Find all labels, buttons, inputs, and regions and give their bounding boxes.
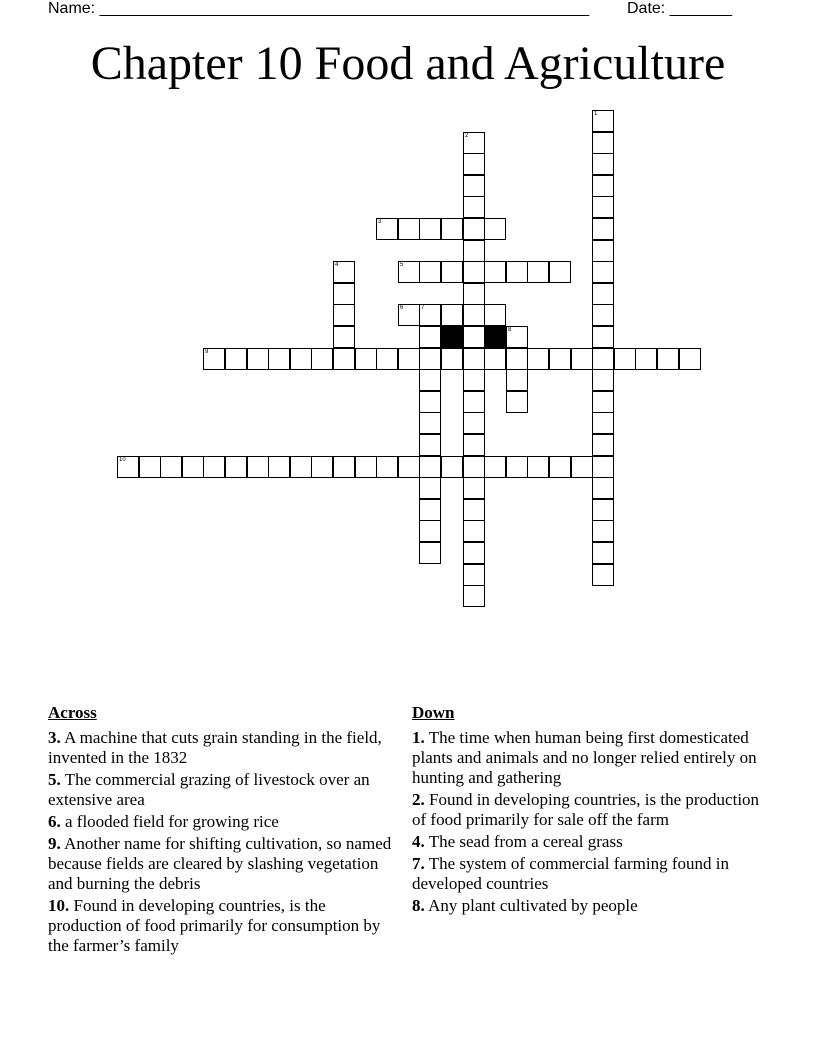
clue-number: 2. [412, 790, 425, 809]
grid-cell[interactable] [506, 369, 528, 391]
grid-cell[interactable] [419, 520, 441, 542]
grid-cell[interactable] [592, 283, 614, 305]
grid-cell[interactable] [419, 348, 441, 370]
grid-cell[interactable] [441, 218, 463, 240]
grid-cell[interactable] [484, 456, 506, 478]
grid-cell[interactable] [419, 499, 441, 521]
down-clue-8 [412, 896, 772, 916]
grid-cell[interactable] [635, 348, 657, 370]
grid-cell[interactable] [463, 499, 485, 521]
grid-cell[interactable] [463, 304, 485, 326]
grid-cell[interactable] [419, 261, 441, 283]
clue-number: 4. [412, 832, 425, 851]
grid-cell[interactable] [592, 240, 614, 262]
grid-cell[interactable] [592, 153, 614, 175]
grid-cell[interactable] [268, 456, 290, 478]
grid-cell-1[interactable] [592, 110, 614, 132]
grid-cell[interactable] [419, 218, 441, 240]
grid-block [484, 326, 506, 348]
grid-cell-7[interactable] [419, 304, 441, 326]
grid-cell[interactable] [463, 240, 485, 262]
down-heading: Down [412, 703, 455, 722]
grid-cell[interactable] [441, 456, 463, 478]
down-clue-1 [412, 728, 772, 788]
grid-cell[interactable] [549, 261, 571, 283]
grid-cell[interactable] [549, 456, 571, 478]
grid-cell-8[interactable] [506, 326, 528, 348]
grid-cell[interactable] [506, 348, 528, 370]
grid-cell[interactable] [376, 348, 398, 370]
cell-number: 10 [119, 457, 126, 463]
across-heading: Across [48, 703, 97, 722]
grid-cell[interactable] [225, 348, 247, 370]
grid-cell[interactable] [527, 261, 549, 283]
across-clue-10 [48, 896, 393, 956]
grid-cell[interactable] [419, 542, 441, 564]
page-title: Chapter 10 Food and Agriculture [90, 37, 726, 90]
grid-cell[interactable] [592, 542, 614, 564]
grid-cell[interactable] [311, 456, 333, 478]
across-clue-9 [48, 834, 393, 894]
grid-cell[interactable] [398, 218, 420, 240]
grid-cell[interactable] [247, 456, 269, 478]
grid-cell[interactable] [441, 304, 463, 326]
grid-cell[interactable] [592, 456, 614, 478]
clue-number: 9. [48, 834, 61, 853]
grid-cell[interactable] [333, 348, 355, 370]
down-clue-4 [412, 832, 772, 852]
grid-cell[interactable] [160, 456, 182, 478]
grid-cell[interactable] [592, 218, 614, 240]
grid-cell[interactable] [592, 391, 614, 413]
grid-cell[interactable] [506, 456, 528, 478]
grid-cell[interactable] [592, 520, 614, 542]
grid-cell[interactable] [419, 326, 441, 348]
grid-cell[interactable] [333, 304, 355, 326]
grid-cell[interactable] [463, 218, 485, 240]
clue-number: 8. [412, 896, 425, 915]
grid-cell[interactable] [463, 456, 485, 478]
grid-cell[interactable] [592, 132, 614, 154]
grid-cell[interactable] [463, 564, 485, 586]
grid-cell[interactable] [463, 434, 485, 456]
clue-number: 10. [48, 896, 70, 915]
grid-cell[interactable] [592, 261, 614, 283]
grid-cell[interactable] [355, 456, 377, 478]
cell-number: 3 [378, 219, 382, 225]
grid-cell[interactable] [592, 196, 614, 218]
clue-text: A machine that cuts grain standing in the field, invented in the 1832 [48, 728, 382, 767]
grid-cell[interactable] [463, 261, 485, 283]
cell-number: 8 [508, 327, 512, 333]
grid-cell[interactable] [571, 456, 593, 478]
grid-cell[interactable] [463, 196, 485, 218]
grid-cell[interactable] [333, 283, 355, 305]
grid-cell[interactable] [463, 542, 485, 564]
grid-cell[interactable] [484, 348, 506, 370]
grid-cell[interactable] [398, 348, 420, 370]
grid-cell[interactable] [592, 348, 614, 370]
clue-number: 6. [48, 812, 61, 831]
grid-cell[interactable] [333, 456, 355, 478]
grid-cell[interactable] [484, 304, 506, 326]
grid-cell[interactable] [333, 326, 355, 348]
grid-cell[interactable] [247, 348, 269, 370]
grid-cell[interactable] [592, 175, 614, 197]
grid-cell-4[interactable] [333, 261, 355, 283]
grid-cell-10[interactable] [117, 456, 139, 478]
clue-text: Found in developing countries, is the production of food primarily for sale off the farm [412, 790, 760, 829]
grid-cell[interactable] [592, 304, 614, 326]
grid-cell[interactable] [592, 434, 614, 456]
grid-cell[interactable] [527, 456, 549, 478]
grid-cell[interactable] [419, 434, 441, 456]
grid-cell[interactable] [592, 477, 614, 499]
grid-cell[interactable] [592, 369, 614, 391]
clue-text: The time when human being first domesticated plants and animals and no longer relied entirely on hunting and gathering [412, 728, 757, 787]
grid-cell[interactable] [441, 261, 463, 283]
grid-cell[interactable] [463, 391, 485, 413]
grid-cell[interactable] [592, 564, 614, 586]
clue-number: 3. [48, 728, 61, 747]
grid-cell-3[interactable] [376, 218, 398, 240]
grid-cell[interactable] [463, 412, 485, 434]
grid-cell[interactable] [290, 348, 312, 370]
grid-cell[interactable] [398, 456, 420, 478]
clue-text: a flooded field for growing rice [65, 812, 279, 831]
down-clue-2 [412, 790, 772, 830]
cell-number: 9 [205, 349, 209, 355]
grid-cell[interactable] [203, 456, 225, 478]
cell-number: 7 [421, 305, 425, 311]
grid-cell[interactable] [549, 348, 571, 370]
cell-number: 4 [335, 262, 339, 268]
grid-cell[interactable] [419, 391, 441, 413]
grid-cell[interactable] [463, 175, 485, 197]
name-field-label: Name: _______________________________________________________ [48, 0, 589, 17]
down-clue-7 [412, 854, 772, 894]
grid-cell[interactable] [355, 348, 377, 370]
grid-cell[interactable] [484, 261, 506, 283]
across-clue-5 [48, 770, 393, 810]
clue-number: 1. [412, 728, 425, 747]
grid-cell[interactable] [592, 499, 614, 521]
grid-cell[interactable] [441, 348, 463, 370]
cell-number: 6 [400, 305, 404, 311]
grid-block [441, 326, 463, 348]
grid-cell[interactable] [657, 348, 679, 370]
across-clue-6 [48, 812, 393, 832]
cell-number: 1 [594, 111, 598, 117]
grid-cell[interactable] [376, 456, 398, 478]
grid-cell[interactable] [419, 456, 441, 478]
grid-cell[interactable] [139, 456, 161, 478]
across-clues [48, 703, 393, 958]
grid-cell[interactable] [268, 348, 290, 370]
grid-cell[interactable] [419, 369, 441, 391]
clue-text: Any plant cultivated by people [428, 896, 638, 915]
clue-text: Found in developing countries, is the production of food primarily for consumption by the farmer’s family [48, 896, 381, 955]
grid-cell[interactable] [419, 412, 441, 434]
grid-cell[interactable] [182, 456, 204, 478]
grid-cell-6[interactable] [398, 304, 420, 326]
clue-text: The system of commercial farming found in developed countries [412, 854, 729, 893]
grid-cell[interactable] [225, 456, 247, 478]
grid-cell[interactable] [290, 456, 312, 478]
grid-cell[interactable] [592, 326, 614, 348]
grid-cell[interactable] [506, 261, 528, 283]
grid-cell[interactable] [463, 283, 485, 305]
cell-number: 5 [400, 262, 404, 268]
cell-number: 2 [465, 133, 469, 139]
grid-cell[interactable] [419, 477, 441, 499]
grid-cell[interactable] [463, 348, 485, 370]
across-clue-3 [48, 728, 393, 768]
down-clues [412, 703, 772, 918]
grid-cell[interactable] [592, 412, 614, 434]
grid-cell[interactable] [463, 585, 485, 607]
grid-cell[interactable] [463, 369, 485, 391]
grid-cell-2[interactable] [463, 132, 485, 154]
grid-cell[interactable] [527, 348, 549, 370]
grid-cell[interactable] [679, 348, 701, 370]
grid-cell[interactable] [463, 326, 485, 348]
grid-cell[interactable] [463, 477, 485, 499]
clue-number: 5. [48, 770, 61, 789]
date-field-label: Date: _______ [627, 0, 732, 17]
clue-text: The commercial grazing of livestock over an extensive area [48, 770, 370, 809]
grid-cell[interactable] [571, 348, 593, 370]
grid-cell[interactable] [463, 153, 485, 175]
grid-cell[interactable] [506, 391, 528, 413]
grid-cell[interactable] [484, 218, 506, 240]
grid-cell[interactable] [463, 520, 485, 542]
grid-cell-5[interactable] [398, 261, 420, 283]
clue-number: 7. [412, 854, 425, 873]
clue-text: The sead from a cereal grass [428, 832, 623, 851]
grid-cell[interactable] [614, 348, 636, 370]
clue-text: Another name for shifting cultivation, so named because fields are cleared by slashing vegetation and burning the debris [48, 834, 392, 893]
grid-cell[interactable] [311, 348, 333, 370]
grid-cell-9[interactable] [203, 348, 225, 370]
